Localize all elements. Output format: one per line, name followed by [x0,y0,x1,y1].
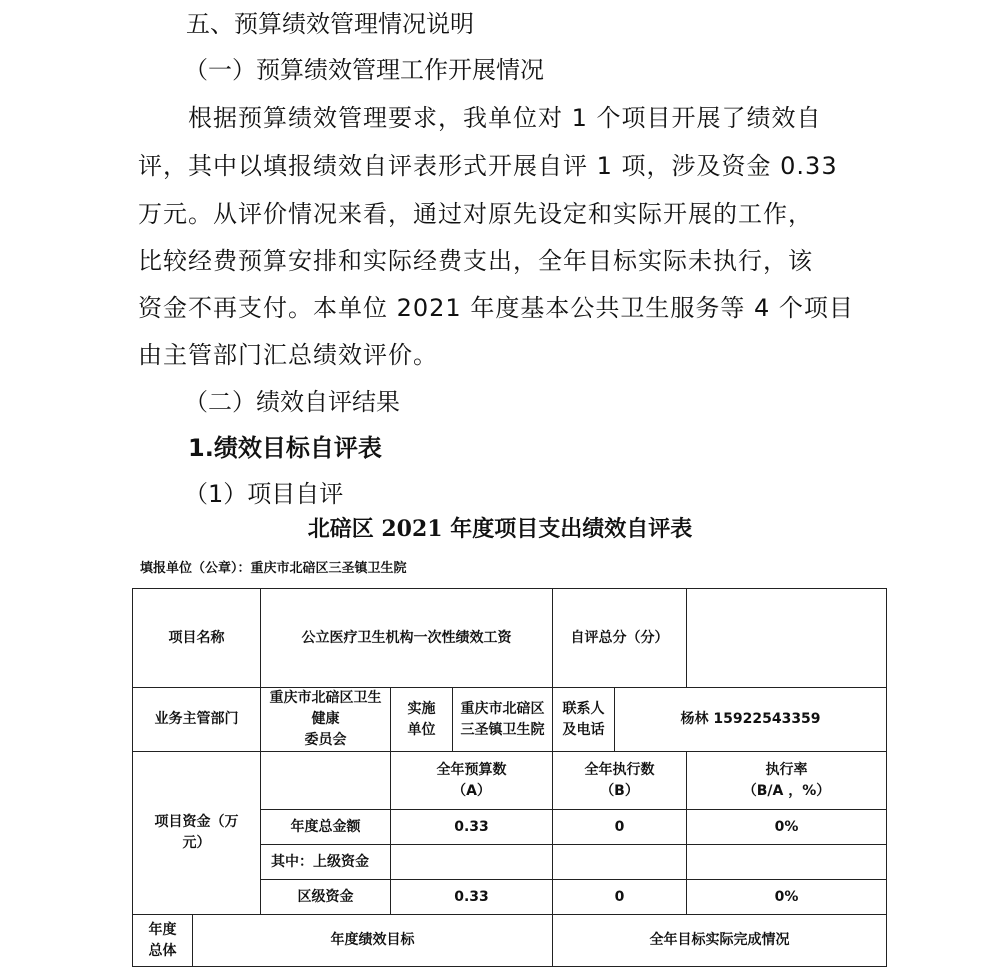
total-score-value [687,589,887,688]
rate-header-line-1: 执行率 [765,761,808,778]
table-row-department [133,688,887,752]
contact-value: 杨林 15922543359 [615,688,887,752]
district-funds-exec: 0 [553,880,687,915]
funds-label-line-1: 项目资金（万 [154,814,239,830]
annual-total-rate: 0% [687,810,887,845]
paragraph-line-1: 根据预算绩效管理要求，我单位对 1 个项目开展了绩效自 [188,104,822,132]
project-name-value: 公立医疗卫生机构一次性绩效工资 [261,589,553,688]
paragraph-line-6: 由主管部门汇总绩效评价。 [138,341,438,369]
fill-unit-line: 填报单位（公章）：重庆市北碚区三圣镇卫生院 [140,561,407,576]
impl-unit-value [453,688,553,752]
annual-total-exec: 0 [553,810,687,845]
budget-header [391,752,553,810]
impl-label-line-1: 实施 [407,700,436,717]
contact-label-line-1: 联系人 [562,700,605,717]
impl-unit-label [391,688,453,752]
self-evaluation-table [132,588,887,967]
exec-header [553,752,687,810]
rate-header-line-2: （B/A ，%） [742,782,831,799]
table-row-project-name [133,589,887,688]
budget-header-line-2: （A） [452,782,491,799]
actual-completion-label: 全年目标实际完成情况 [553,915,887,967]
rate-header [687,752,887,810]
project-name-label: 项目名称 [133,589,261,688]
impl-value-line-2: 三圣镇卫生院 [460,721,545,738]
paragraph-line-5: 资金不再支付。本单位 2021 年度基本公共卫生服务等 4 个项目 [138,294,854,322]
sub-heading-goal-table: 1.绩效目标自评表 [188,434,382,462]
section-heading: 五、预算绩效管理情况说明 [186,10,474,38]
paragraph-line-3: 万元。从评价情况来看，通过对原先设定和实际开展的工作， [138,200,813,228]
sub-heading-results: （二）绩效自评结果 [184,388,400,416]
impl-value-line-1: 重庆市北碚区 [460,700,545,717]
annual-total-line-1: 年度 [148,921,177,938]
annual-goal-label: 年度绩效目标 [193,915,553,967]
annual-total-line-2: 总体 [148,942,177,959]
dept-value-line-2: 委员会 [304,732,347,748]
sub-heading-budget-work: （一）预算绩效管理工作开展情况 [184,56,544,84]
funds-label [133,752,261,915]
contact-label-line-2: 及电话 [562,721,605,738]
contact-label [553,688,615,752]
annual-total-budget: 0.33 [391,810,553,845]
sub-heading-project-eval: （1）项目自评 [184,480,344,508]
annual-total-label: 年度总金额 [261,810,391,845]
funds-header-blank [261,752,391,810]
funds-label-line-2: 元） [182,835,211,851]
paragraph-line-2: 评，其中以填报绩效自评表形式开展自评 1 项，涉及资金 0.33 [138,152,838,180]
district-funds-label: 区级资金 [261,880,391,915]
superior-funds-exec [553,845,687,880]
district-funds-rate: 0% [687,880,887,915]
superior-funds-rate [687,845,887,880]
budget-header-line-1: 全年预算数 [436,761,507,778]
paragraph-line-4: 比较经费预算安排和实际经费支出，全年目标实际未执行，该 [138,247,813,275]
district-funds-budget: 0.33 [391,880,553,915]
dept-value-line-1: 重庆市北碚区卫生健康 [269,690,382,727]
table-row-funds-header [133,752,887,810]
dept-value [261,688,391,752]
impl-label-line-2: 单位 [407,721,436,738]
superior-funds-budget [391,845,553,880]
dept-label: 业务主管部门 [133,688,261,752]
exec-header-line-2: （B） [600,782,639,799]
table-title: 北碚区 2021 年度项目支出绩效自评表 [307,516,693,542]
exec-header-line-1: 全年执行数 [584,761,655,778]
total-score-label: 自评总分（分） [553,589,687,688]
superior-funds-label: 其中：上级资金 [261,845,391,880]
